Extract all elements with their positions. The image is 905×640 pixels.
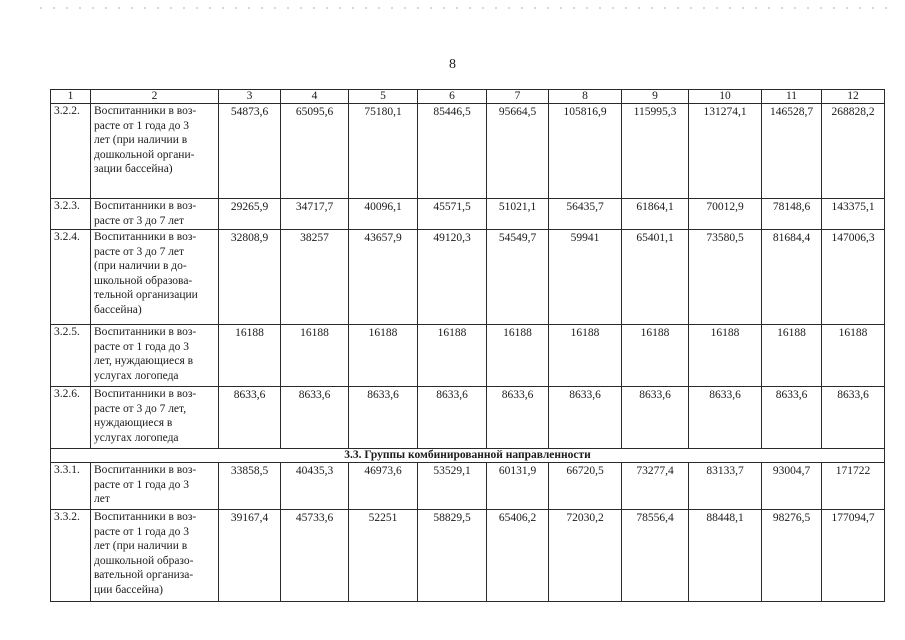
table-row (51, 510, 885, 602)
table-row (51, 463, 885, 510)
description-line: бассейна) (94, 303, 142, 316)
value-cell-col-7: 95664,5 (487, 104, 549, 199)
row-description (91, 387, 219, 449)
value-cell-col-11: 93004,7 (762, 463, 822, 510)
description-line: Воспитанники в воз- (94, 388, 197, 400)
value-cell-col-4: 38257 (281, 230, 349, 325)
description-line: Воспитанники в воз- (94, 511, 197, 523)
description-line: школьной образова- (94, 274, 193, 287)
value-cell-col-12: 16188 (822, 325, 885, 387)
value-cell-col-10: 131274,1 (689, 104, 762, 199)
value-cell-col-6: 53529,1 (418, 463, 487, 510)
value-cell-col-5: 16188 (349, 325, 418, 387)
value-cell-col-8: 59941 (549, 230, 622, 325)
description-line: лет (при наличии в (94, 540, 188, 553)
description-line: дошкольной органи- (94, 148, 195, 161)
column-header-7: 7 (487, 90, 549, 104)
column-header-10: 10 (689, 90, 762, 104)
value-cell-col-5: 46973,6 (349, 463, 418, 510)
row-description (91, 199, 219, 230)
value-cell-col-3: 32808,9 (219, 230, 281, 325)
value-cell-col-8: 56435,7 (549, 199, 622, 230)
row-description (91, 463, 219, 510)
value-cell-col-7: 65406,2 (487, 510, 549, 602)
description-line: вательной организа- (94, 569, 194, 582)
value-cell-col-6: 49120,3 (418, 230, 487, 325)
value-cell-col-11: 78148,6 (762, 199, 822, 230)
column-header-5: 5 (349, 90, 418, 104)
column-header-2: 2 (91, 90, 219, 104)
value-cell-col-9: 65401,1 (622, 230, 689, 325)
row-code: 3.2.6. (51, 387, 91, 449)
value-cell-col-9: 16188 (622, 325, 689, 387)
value-cell-col-9: 73277,4 (622, 463, 689, 510)
value-cell-col-3: 54873,6 (219, 104, 281, 199)
value-cell-col-5: 43657,9 (349, 230, 418, 325)
row-code: 3.3.1. (51, 463, 91, 510)
value-cell-col-9: 115995,3 (622, 104, 689, 199)
value-cell-col-6: 58829,5 (418, 510, 487, 602)
value-cell-col-11: 98276,5 (762, 510, 822, 602)
value-cell-col-3: 29265,9 (219, 199, 281, 230)
row-description (91, 510, 219, 602)
value-cell-col-12: 268828,2 (822, 104, 885, 199)
value-cell-col-8: 66720,5 (549, 463, 622, 510)
value-cell-col-3: 16188 (219, 325, 281, 387)
value-cell-col-5: 40096,1 (349, 199, 418, 230)
value-cell-col-9: 61864,1 (622, 199, 689, 230)
value-cell-col-4: 8633,6 (281, 387, 349, 449)
description-line: дошкольной образо- (94, 554, 194, 567)
section-title: 3.3. Группы комбинированной направленности (51, 449, 885, 463)
description-line: лет, нуждающиеся в (94, 355, 194, 368)
page-number: 8 (449, 57, 456, 72)
header-row (51, 90, 885, 104)
column-header-8: 8 (549, 90, 622, 104)
column-header-3: 3 (219, 90, 281, 104)
row-code: 3.3.2. (51, 510, 91, 602)
row-code: 3.2.4. (51, 230, 91, 325)
table-row (51, 325, 885, 387)
value-cell-col-5: 8633,6 (349, 387, 418, 449)
section-row (51, 449, 885, 463)
description-line: зации бассейна) (94, 163, 173, 176)
value-cell-col-10: 70012,9 (689, 199, 762, 230)
table-row (51, 230, 885, 325)
value-cell-col-6: 45571,5 (418, 199, 487, 230)
row-code: 3.2.2. (51, 104, 91, 199)
row-description (91, 104, 219, 199)
row-code: 3.2.3. (51, 199, 91, 230)
description-line: расте от 3 до 7 лет (94, 214, 185, 227)
description-line: Воспитанники в воз- (94, 326, 197, 338)
description-line: расте от 1 года до 3 (94, 340, 189, 353)
description-line: Воспитанники в воз- (94, 231, 197, 243)
description-line: расте от 1 года до 3 (94, 119, 189, 132)
description-line: лет (при наличии в (94, 134, 188, 147)
description-line: Воспитанники в воз- (94, 105, 197, 117)
value-cell-col-6: 16188 (418, 325, 487, 387)
description-line: Воспитанники в воз- (94, 200, 197, 212)
value-cell-col-12: 8633,6 (822, 387, 885, 449)
value-cell-col-8: 105816,9 (549, 104, 622, 199)
value-cell-col-12: 143375,1 (822, 199, 885, 230)
value-cell-col-10: 83133,7 (689, 463, 762, 510)
value-cell-col-4: 45733,6 (281, 510, 349, 602)
value-cell-col-3: 33858,5 (219, 463, 281, 510)
value-cell-col-7: 8633,6 (487, 387, 549, 449)
table-row (51, 104, 885, 199)
row-description (91, 325, 219, 387)
description-line: тельной организации (94, 289, 198, 302)
value-cell-col-4: 34717,7 (281, 199, 349, 230)
value-cell-col-5: 75180,1 (349, 104, 418, 199)
column-header-12: 12 (822, 90, 885, 104)
value-cell-col-8: 8633,6 (549, 387, 622, 449)
value-cell-col-10: 16188 (689, 325, 762, 387)
table-row (51, 387, 885, 449)
value-cell-col-7: 54549,7 (487, 230, 549, 325)
value-cell-col-10: 73580,5 (689, 230, 762, 325)
value-cell-col-11: 16188 (762, 325, 822, 387)
column-header-1: 1 (51, 90, 91, 104)
column-header-6: 6 (418, 90, 487, 104)
value-cell-col-7: 60131,9 (487, 463, 549, 510)
value-cell-col-5: 52251 (349, 510, 418, 602)
value-cell-col-9: 8633,6 (622, 387, 689, 449)
description-line: расте от 1 года до 3 (94, 478, 189, 491)
description-line: услугах логопеда (94, 431, 179, 444)
value-cell-col-7: 16188 (487, 325, 549, 387)
description-line: Воспитанники в воз- (94, 464, 197, 476)
value-cell-col-12: 147006,3 (822, 230, 885, 325)
column-header-9: 9 (622, 90, 689, 104)
description-line: услугах логопеда (94, 369, 179, 382)
value-cell-col-6: 85446,5 (418, 104, 487, 199)
row-code: 3.2.5. (51, 325, 91, 387)
value-cell-col-4: 16188 (281, 325, 349, 387)
column-header-4: 4 (281, 90, 349, 104)
value-cell-col-4: 65095,6 (281, 104, 349, 199)
description-line: расте от 1 года до 3 (94, 525, 189, 538)
value-cell-col-9: 78556,4 (622, 510, 689, 602)
value-cell-col-11: 146528,7 (762, 104, 822, 199)
table-body (51, 104, 885, 602)
value-cell-col-8: 16188 (549, 325, 622, 387)
value-cell-col-3: 39167,4 (219, 510, 281, 602)
column-header-11: 11 (762, 90, 822, 104)
description-line: лет (94, 493, 110, 506)
value-cell-col-11: 8633,6 (762, 387, 822, 449)
value-cell-col-8: 72030,2 (549, 510, 622, 602)
value-cell-col-10: 88448,1 (689, 510, 762, 602)
value-cell-col-3: 8633,6 (219, 387, 281, 449)
table-row (51, 199, 885, 230)
value-cell-col-10: 8633,6 (689, 387, 762, 449)
description-line: расте от 3 до 7 лет (94, 245, 185, 258)
scan-artifact-line (40, 7, 890, 9)
description-line: ции бассейна) (94, 583, 163, 596)
description-line: (при наличии в до- (94, 260, 187, 273)
tariff-table (50, 89, 885, 602)
value-cell-col-12: 177094,7 (822, 510, 885, 602)
value-cell-col-6: 8633,6 (418, 387, 487, 449)
value-cell-col-12: 171722 (822, 463, 885, 510)
value-cell-col-11: 81684,4 (762, 230, 822, 325)
value-cell-col-7: 51021,1 (487, 199, 549, 230)
row-description (91, 230, 219, 325)
description-line: расте от 3 до 7 лет, (94, 402, 187, 415)
description-line: нуждающиеся в (94, 417, 173, 430)
value-cell-col-4: 40435,3 (281, 463, 349, 510)
